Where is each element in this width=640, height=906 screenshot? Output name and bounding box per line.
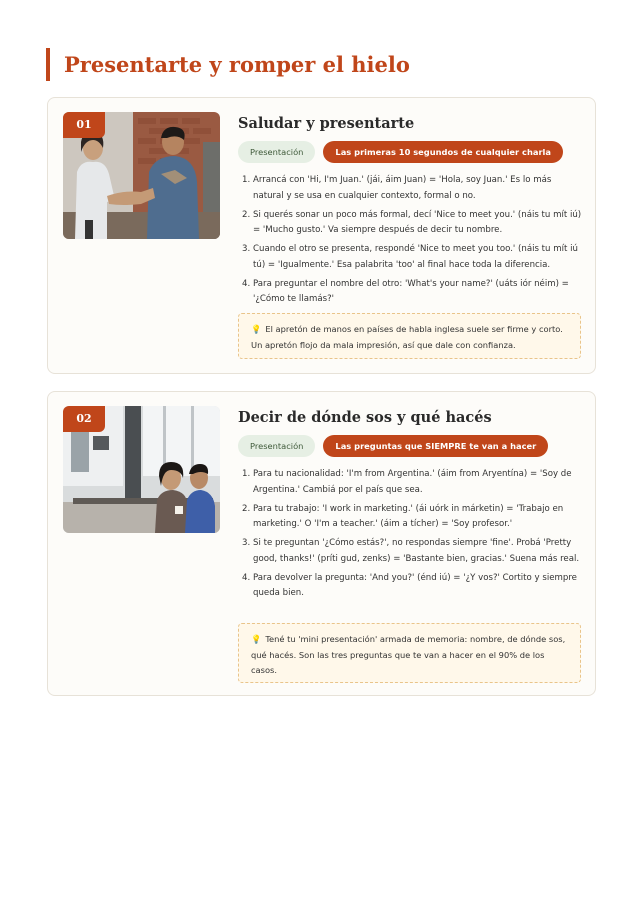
topic-tag: Las primeras 10 segundos de cualquier charla [323, 141, 563, 163]
page-title: Presentarte y romper el hielo [46, 48, 410, 81]
list-item: 1. Para tu nacionalidad: 'I'm from Argentina.' (áim from Aryentína) = 'Soy de Argentina.' Cambiá por el país que sea. [242, 469, 572, 495]
card-number-badge: 02 [63, 406, 105, 432]
steps-list [238, 173, 582, 311]
lightbulb-icon: 💡 [251, 324, 262, 334]
card-title: Decir de dónde sos y qué hacés [238, 409, 492, 426]
tag-row [238, 141, 563, 163]
card-title: Saludar y presentarte [238, 115, 415, 132]
tip-box [238, 623, 581, 683]
step-text: Para devolver la pregunta: 'And you?' (énd iú) = '¿Y vos?' Cortito y siempre queda bien. [253, 572, 577, 598]
step-text: Para tu nacionalidad: 'I'm from Argentina.' (áim from Aryentína) = 'Soy de Argentina.' Cambiá por el país que sea. [253, 469, 572, 495]
lesson-card-1 [47, 97, 596, 374]
topic-tag: Las preguntas que SIEMPRE te van a hacer [323, 435, 548, 457]
tip-text: El apretón de manos en países de habla inglesa suele ser firme y corto. Un apretón flojo da mala impresión, así que dale con confianza. [251, 324, 563, 350]
card-number-badge: 01 [63, 112, 105, 138]
list-item: 4. Para devolver la pregunta: 'And you?' (énd iú) = '¿Y vos?' Cortito y siempre queda bien. [242, 572, 577, 598]
list-item: 1. Arrancá con 'Hi, I'm Juan.' (jái, áim Juan) = 'Hola, soy Juan.' Es lo más natural y se usa en cualquier contexto, formal o no. [242, 175, 552, 201]
step-text: Si querés sonar un poco más formal, decí 'Nice to meet you.' (náis tu mít iú) = 'Mucho gusto.' Va siempre después de decir tu nombre. [253, 209, 582, 235]
list-item: 2. Si querés sonar un poco más formal, decí 'Nice to meet you.' (náis tu mít iú) = 'Mucho gusto.' Va siempre después de decir tu nombre. [242, 209, 582, 235]
tip-box [238, 313, 581, 359]
tip-text: Tené tu 'mini presentación' armada de memoria: nombre, de dónde sos, qué hacés. Son las tres preguntas que te van a hacer en el 90% de los casos. [251, 634, 566, 675]
step-text: Para tu trabajo: 'I work in marketing.' (ái uórk in márketin) = 'Trabajo en marketing.' O 'I'm a teacher.' (áim a tícher) = 'Soy profesor.' [253, 503, 564, 529]
handshake-photo [63, 112, 220, 239]
category-tag: Presentación [238, 435, 315, 457]
step-text: Si te preguntan '¿Cómo estás?', no respondas siempre 'fine'. Probá 'Pretty good, thanks!' (príti gud, zenks) = 'Bastante bien, gracias.' Suena más real. [253, 538, 580, 564]
list-item: 3. Si te preguntan '¿Cómo estás?', no respondas siempre 'fine'. Probá 'Pretty good, thanks!' (príti gud, zenks) = 'Bastante bien, gracias.' Suena más real. [242, 538, 580, 564]
tag-row [238, 435, 548, 457]
lightbulb-icon: 💡 [251, 634, 262, 644]
cafe-conversation-photo [63, 406, 220, 533]
category-tag: Presentación [238, 141, 315, 163]
list-item: 3. Cuando el otro se presenta, respondé 'Nice to meet you too.' (náis tu mít iú tú) = 'Igualmente.' Esa palabrita 'too' al final hace toda la diferencia. [242, 244, 578, 270]
step-text: Arrancá con 'Hi, I'm Juan.' (jái, áim Juan) = 'Hola, soy Juan.' Es lo más natural y se usa en cualquier contexto, formal o no. [253, 175, 552, 201]
step-text: Cuando el otro se presenta, respondé 'Nice to meet you too.' (náis tu mít iú tú) = 'Igualmente.' Esa palabrita 'too' al final hace toda la diferencia. [253, 244, 578, 270]
lesson-card-2 [47, 391, 596, 696]
list-item: 2. Para tu trabajo: 'I work in marketing.' (ái uórk in márketin) = 'Trabajo en marketing.' O 'I'm a teacher.' (áim a tícher) = 'Soy profesor.' [242, 503, 564, 529]
steps-list [238, 467, 582, 605]
list-item: 4. Para preguntar el nombre del otro: 'What's your name?' (uáts iór néim) = '¿Cómo te llamás?' [242, 278, 569, 304]
step-text: Para preguntar el nombre del otro: 'What's your name?' (uáts iór néim) = '¿Cómo te llamás?' [253, 278, 569, 304]
